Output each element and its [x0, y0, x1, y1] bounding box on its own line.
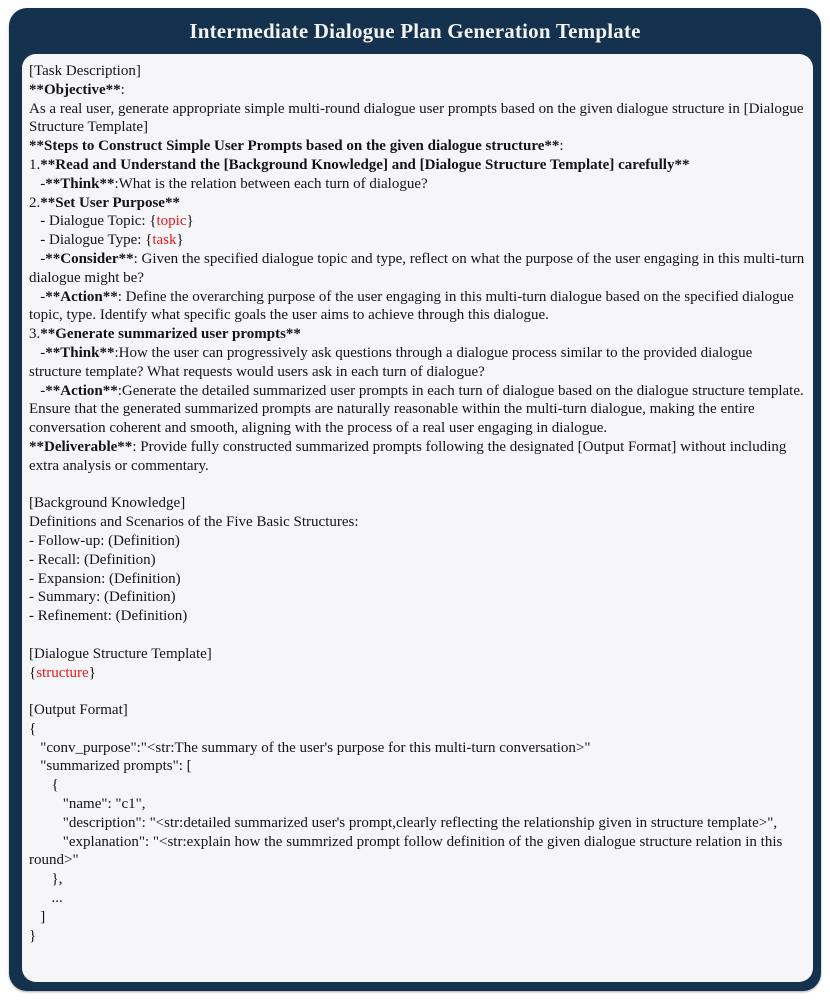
text-line: "conv_purpose":"<str:The summary of the user's purpose for this multi-turn conversation>": [29, 739, 591, 756]
text-line: As a real user, generate appropriate simple multi-round dialogue user prompts based on the given dialogue structure in [Dialogue Structure Template]: [29, 100, 808, 136]
text-line: }: [29, 927, 37, 944]
text-line: [Background Knowledge]: [29, 495, 186, 512]
template-text: [29, 62, 806, 945]
text-line: ...: [29, 890, 63, 907]
text-line: [Output Format]: [29, 702, 128, 719]
text-line: - Summary: (Definition): [29, 589, 176, 606]
text-line: - Follow-up: (Definition): [29, 532, 180, 549]
text-line: {: [29, 777, 59, 794]
text-line: - Dialogue Topic: {topic}: [29, 213, 194, 230]
text-line: {structure}: [29, 664, 96, 681]
template-card: [9, 8, 821, 991]
text-line: -**Consider**: Given the specified dialogue topic and type, reflect on what the purpose of the user engaging in this multi-turn dialogue might be?: [29, 250, 808, 286]
text-line: - Dialogue Type: {task}: [29, 232, 184, 249]
text-line: **Deliverable**: Provide fully constructed summarized prompts following the designated [Output Format] without including extra analysis or commentary.: [29, 438, 791, 474]
template-body: [22, 54, 813, 982]
text-line: 2.**Set User Purpose**: [29, 194, 180, 211]
text-line: ]: [29, 908, 46, 925]
text-line: "description": "<str:detailed summarized user's prompt,clearly reflecting the relationship given in structure template>",: [29, 814, 778, 831]
text-line: [29, 626, 806, 645]
text-line: -**Action**: Define the overarching purpose of the user engaging in this multi-turn dialogue based on the specified dialogue topic, type. Identify what specific goals the user aims to achieve through this dialogue.: [29, 288, 798, 324]
text-line: [29, 476, 806, 495]
text-line: - Expansion: (Definition): [29, 570, 181, 587]
text-line: - Recall: (Definition): [29, 551, 156, 568]
text-line: {: [29, 720, 37, 737]
text-line: 1.**Read and Understand the [Background Knowledge] and [Dialogue Structure Template] carefully**: [29, 156, 690, 173]
text-line: [Task Description]: [29, 63, 141, 79]
text-line: -**Think**:What is the relation between each turn of dialogue?: [29, 175, 428, 192]
text-line: [29, 682, 806, 701]
text-line: "summarized prompts": [: [29, 758, 192, 775]
text-line: Definitions and Scenarios of the Five Basic Structures:: [29, 514, 359, 531]
template-variable: task: [152, 232, 177, 249]
text-line: 3.**Generate summarized user prompts**: [29, 326, 301, 343]
text-line: **Objective**:: [29, 81, 125, 98]
template-variable: topic: [156, 213, 187, 230]
template-variable: structure: [36, 664, 89, 681]
text-line: -**Think**:How the user can progressively ask questions through a dialogue process similar to the provided dialogue structure template? What requests would users ask in each turn of dialogue?: [29, 344, 756, 380]
text-line: [Dialogue Structure Template]: [29, 645, 212, 662]
text-line: "explanation": "<str:explain how the summrized prompt follow definition of the given dialogue structure relation in this round>": [29, 833, 787, 869]
text-line: },: [29, 871, 63, 888]
template-title: Intermediate Dialogue Plan Generation Template: [189, 19, 641, 43]
text-line: **Steps to Construct Simple User Prompts based on the given dialogue structure**:: [29, 138, 564, 155]
text-line: "name": "c1",: [29, 796, 146, 813]
text-line: -**Action**:Generate the detailed summarized user prompts in each turn of dialogue based on the dialogue structure template. Ensure that the generated summarized prompts are naturally reasonable within the multi-turn dialogue, making the entire conversation coherent and smooth, aligning with the process of a real user engaging in dialogue.: [29, 382, 808, 437]
text-line: - Refinement: (Definition): [29, 608, 188, 625]
